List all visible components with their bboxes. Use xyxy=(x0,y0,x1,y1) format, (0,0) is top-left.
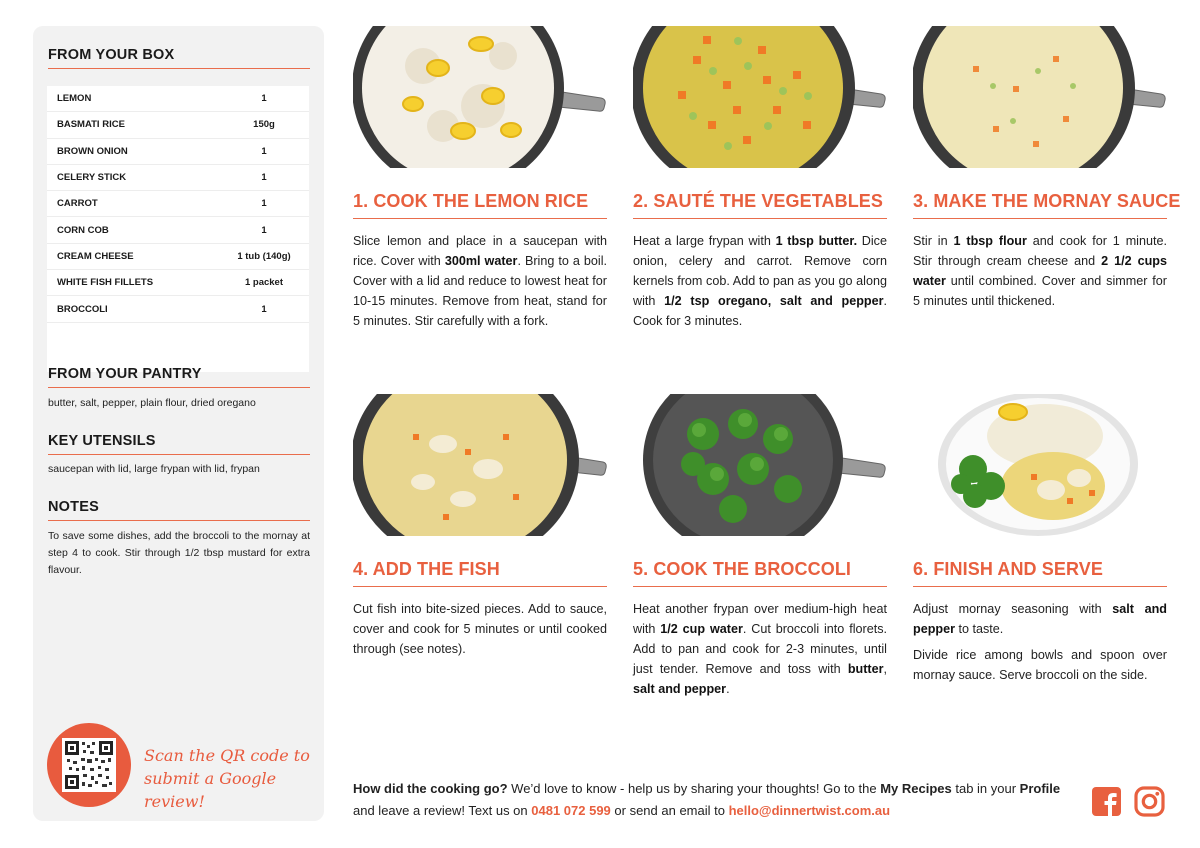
step-text: and cook for 1 minute. Stir through cream cheese and xyxy=(913,234,1167,268)
step-text: . Cook for 3 minutes. xyxy=(633,294,887,328)
pantry-text: butter, salt, pepper, plain flour, dried oregano xyxy=(48,397,256,409)
ingredient-qty: 1 xyxy=(261,145,267,157)
step-emphasis: salt and pepper xyxy=(633,682,727,696)
step-emphasis: 2 1/2 cups water xyxy=(913,254,1167,288)
my-recipes-tab-link[interactable]: My Recipes xyxy=(880,781,952,796)
step-6 xyxy=(913,559,1167,685)
footer-text-4: or send an email to xyxy=(610,803,729,818)
ingredient-qty: 1 xyxy=(261,198,267,210)
step-text: Adjust mornay seasoning with xyxy=(913,602,1113,616)
ingredient-row xyxy=(47,139,309,165)
step-text: to taste. xyxy=(955,622,1004,636)
step-emphasis: 1 tbsp flour xyxy=(953,234,1027,248)
step-paragraph xyxy=(633,599,887,699)
step-text: Heat another frypan over medium-high heat with xyxy=(633,602,887,636)
step-text: Stir in xyxy=(913,234,954,248)
key-utensils-heading: KEY UTENSILS xyxy=(48,433,310,455)
step-text: Cut fish into bite-sized pieces. Add to sauce, cover and cook for 5 minutes or until cooked through (see notes). xyxy=(353,602,607,656)
ingredient-row xyxy=(47,165,309,191)
notes-heading: NOTES xyxy=(48,499,310,521)
ingredient-qty: 1 tub (140g) xyxy=(237,250,291,262)
step-4 xyxy=(353,559,607,659)
step-paragraph xyxy=(913,231,1167,311)
step2-title: 2. SAUTÉ THE VEGETABLES xyxy=(633,191,887,219)
ingredient-row xyxy=(47,296,309,322)
step2-body xyxy=(633,231,887,331)
step-text: . Bring to a boil. Cover with a lid and reduce to lowest heat for 10-15 minutes. Remove from heat, stand for 5 minutes. Stir carefully with a fork. xyxy=(353,254,608,328)
footer-question: How did the cooking go? xyxy=(353,781,508,796)
step4-title: 4. ADD THE FISH xyxy=(353,559,607,587)
step6-body xyxy=(913,599,1167,685)
step1-title: 1. COOK THE LEMON RICE xyxy=(353,191,607,219)
footer-text-1: We’d love to know - help us by sharing your thoughts! Go to the xyxy=(507,781,881,796)
step-text: . xyxy=(726,682,730,696)
ingredient-name: LEMON xyxy=(57,93,92,105)
ingredient-qty: 1 xyxy=(261,303,267,315)
step-text: until combined. Cover and simmer for 5 minutes until thickened. xyxy=(913,274,1167,308)
ingredient-row xyxy=(47,270,309,296)
step-text: Divide rice among bowls and spoon over mornay sauce. Serve broccoli on the side. xyxy=(913,648,1167,682)
ingredient-name: CELERY STICK xyxy=(57,172,127,184)
step1-photo xyxy=(353,26,607,168)
step6-photo xyxy=(913,394,1167,536)
email-link[interactable]: hello@dinnertwist.com.au xyxy=(728,803,891,818)
facebook-icon[interactable] xyxy=(1091,786,1122,817)
step2-photo xyxy=(633,26,887,168)
ingredients-sidebar xyxy=(33,26,324,821)
step-text: Dice onion, celery and carrot. Remove corn kernels from cob. Add to pan as you go along with xyxy=(633,234,887,308)
ingredient-name: CREAM CHEESE xyxy=(57,250,134,262)
ingredient-name: BROCCOLI xyxy=(57,303,108,315)
ingredient-qty: 1 packet xyxy=(244,277,284,289)
step-2 xyxy=(633,191,887,331)
from-your-box-table xyxy=(47,86,309,372)
ingredient-row xyxy=(47,217,309,243)
step-paragraph xyxy=(633,231,887,331)
qr-caption-line1: Scan the QR code to xyxy=(144,746,310,765)
step-emphasis: salt and pepper xyxy=(913,602,1167,636)
step5-body xyxy=(633,599,887,699)
ingredient-qty: 1 xyxy=(261,172,267,184)
ingredient-row xyxy=(47,112,309,138)
step-emphasis: 1/2 tsp oregano, salt and pepper xyxy=(664,294,884,308)
step-text: Heat a large frypan with xyxy=(633,234,776,248)
from-your-box-heading: FROM YOUR BOX xyxy=(48,47,310,69)
ingredient-row xyxy=(47,86,309,112)
step-text: . Cut broccoli into florets. Add to pan and cook for 2-3 minutes, until just tender. Remove and toss with xyxy=(633,622,887,676)
utensils-text: saucepan with lid, large frypan with lid, frypan xyxy=(48,463,260,475)
profile-link[interactable]: Profile xyxy=(1019,781,1061,796)
ingredient-qty: 150g xyxy=(253,119,275,131)
step5-photo xyxy=(633,394,887,536)
step4-photo xyxy=(353,394,607,536)
step-emphasis: 1 tbsp butter. xyxy=(775,234,858,248)
ingredient-row xyxy=(47,191,309,217)
step4-body xyxy=(353,599,607,659)
ingredient-name: BROWN ONION xyxy=(57,145,128,157)
step-paragraph xyxy=(353,599,607,659)
step3-photo xyxy=(913,26,1167,168)
step6-title: 6. FINISH AND SERVE xyxy=(913,559,1167,587)
step3-body xyxy=(913,231,1167,311)
ingredient-qty: 1 xyxy=(261,224,267,236)
step-text: , xyxy=(883,662,887,676)
ingredient-name: WHITE FISH FILLETS xyxy=(57,277,154,289)
step-1 xyxy=(353,191,607,331)
step-emphasis: 1/2 cup water xyxy=(660,622,743,636)
qr-code-icon[interactable] xyxy=(62,738,116,792)
from-your-pantry-heading: FROM YOUR PANTRY xyxy=(48,366,310,388)
ingredient-qty: 1 xyxy=(261,93,267,105)
ingredient-name: CARROT xyxy=(57,198,98,210)
step-paragraph xyxy=(913,599,1167,639)
instagram-icon[interactable] xyxy=(1134,786,1165,817)
step-emphasis: 300ml water xyxy=(444,254,518,268)
step-paragraph xyxy=(913,645,1167,685)
step-emphasis: butter xyxy=(847,662,884,676)
phone-link[interactable]: 0481 072 599 xyxy=(531,803,611,818)
footer-text-2: tab in your xyxy=(951,781,1020,796)
qr-badge[interactable] xyxy=(47,723,131,807)
notes-text: To save some dishes, add the broccoli to the mornay at step 4 to cook. Stir through 1/2 tbsp mustard for extra flavour. xyxy=(48,530,310,576)
ingredient-row xyxy=(47,244,309,270)
qr-caption-line2: submit a Google review! xyxy=(144,769,277,811)
qr-caption xyxy=(144,744,314,813)
step3-title: 3. MAKE THE MORNAY SAUCE xyxy=(913,191,1167,219)
step-3 xyxy=(913,191,1181,311)
ingredient-name: BASMATI RICE xyxy=(57,119,125,131)
step-text: Slice lemon and place in a saucepan with rice. Cover with xyxy=(353,234,607,268)
step-paragraph xyxy=(353,231,607,331)
ingredient-name: CORN COB xyxy=(57,224,109,236)
feedback-footer xyxy=(353,778,1073,822)
step5-title: 5. COOK THE BROCCOLI xyxy=(633,559,887,587)
step-5 xyxy=(633,559,887,699)
footer-text-3: and leave a review! Text us on xyxy=(353,803,532,818)
step1-body xyxy=(353,231,607,331)
